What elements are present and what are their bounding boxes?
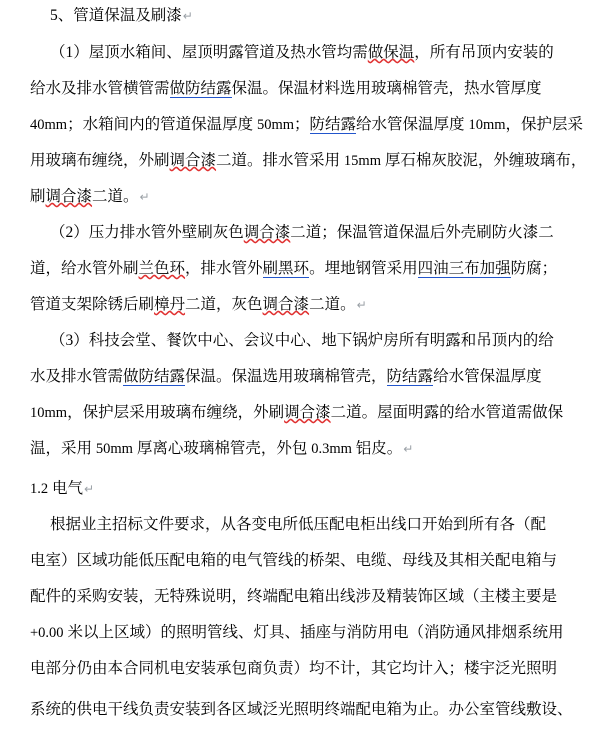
- text-run: 二道；保温管道保温后外壳刷防火漆二: [290, 224, 554, 241]
- section-heading-line: [0, 475, 603, 503]
- paragraph-line: [0, 583, 603, 611]
- paragraph-line: [0, 547, 603, 575]
- text-run: 二道。: [309, 296, 356, 313]
- paragraph-line: [0, 255, 603, 283]
- text-run: 5、管道保温及刷漆: [50, 7, 182, 24]
- blue-underlined-term: 四油三布加强: [417, 260, 511, 277]
- text-run: 温，采用: [30, 440, 96, 457]
- text-run: 刷: [30, 188, 46, 205]
- paragraph-line: [0, 363, 603, 391]
- text-run: ，所有吊顶内安装的: [414, 44, 554, 61]
- text-run: 铝皮。: [351, 440, 403, 457]
- line-content: [0, 219, 603, 247]
- text-run: 。埋地钢管采用: [309, 260, 418, 277]
- blue-underlined-term: 防结露: [386, 368, 434, 385]
- line-content: [0, 696, 603, 724]
- text-run: 给水管保温厚度: [356, 116, 469, 133]
- text-run: 管道支架除锈后刷: [30, 296, 155, 313]
- text-run: 二道，灰色: [185, 296, 263, 313]
- spellcheck-flagged-text: 樟丹: [154, 296, 186, 313]
- spellcheck-flagged-text: 调合漆: [169, 152, 217, 169]
- latin-numeric-run: +0.00: [30, 625, 64, 641]
- blue-underlined-term: 防结露: [309, 116, 357, 133]
- text-run: 给水及排水管横管需: [30, 80, 170, 97]
- text-run: 用玻璃布缠绕，外刷: [30, 152, 170, 169]
- line-content: [0, 435, 603, 463]
- section-heading-line: [0, 2, 603, 30]
- paragraph-line: [0, 111, 603, 139]
- latin-numeric-run: 1.2: [30, 481, 49, 497]
- line-content: [0, 255, 603, 283]
- text-run: 保温。保温材料选用玻璃棉管壳，热水管厚度: [231, 80, 542, 97]
- paragraph-mark-icon: ↵: [182, 9, 193, 23]
- text-run: 米以上区域）的照明管线、灯具、插座与消防用电（消防通风排烟系统用: [63, 624, 564, 641]
- line-content: [0, 399, 603, 427]
- paragraph-line: [0, 435, 603, 463]
- blue-underlined-term: 做防结露: [169, 80, 232, 97]
- paragraph-line: [0, 327, 603, 355]
- latin-numeric-run: 50mm: [256, 117, 295, 133]
- text-run: ；水箱间内的管道保温厚度: [67, 116, 257, 133]
- line-content: [0, 75, 603, 103]
- paragraph-line: [0, 183, 603, 211]
- blue-underlined-term: 刷黑环: [262, 260, 310, 277]
- latin-numeric-run: 50mm: [95, 441, 133, 457]
- line-content: [0, 583, 603, 611]
- line-content: [0, 111, 603, 139]
- text-run: 防腐；: [510, 260, 558, 277]
- spellcheck-flagged-text: 调合漆: [284, 404, 331, 421]
- text-run: 电气: [48, 480, 84, 497]
- text-run: 道，给水管外刷: [30, 260, 139, 277]
- spellcheck-flagged-text: 调合漆: [262, 296, 310, 313]
- paragraph-line: [0, 219, 603, 247]
- text-run: 二道。排水管采用: [216, 152, 344, 169]
- line-content: [0, 363, 603, 391]
- line-content: [0, 2, 603, 30]
- paragraph-mark-icon: ↵: [403, 442, 414, 456]
- text-run: 厚离心玻璃棉管壳，外包: [132, 440, 312, 457]
- line-content: [0, 547, 603, 575]
- text-run: 二道。屋面明露的给水管道需做保: [330, 404, 564, 421]
- text-run: 电部分仍由本合同机电安装承包商负责）均不计，其它均计入；楼宇泛光照明: [30, 660, 558, 677]
- paragraph-line: [0, 39, 603, 67]
- paragraph-line: [0, 399, 603, 427]
- text-run: 保温。保温选用玻璃棉管壳，: [185, 368, 387, 385]
- line-content: [0, 511, 603, 539]
- line-content: [0, 183, 603, 211]
- paragraph-mark-icon: ↵: [356, 298, 367, 312]
- latin-numeric-run: 0.3mm: [311, 441, 352, 457]
- text-run: ；: [294, 116, 310, 133]
- line-content: [0, 39, 603, 67]
- line-content: [0, 147, 603, 175]
- latin-numeric-run: 40mm: [30, 117, 68, 133]
- text-run: 给水管保温厚度: [433, 368, 542, 385]
- latin-numeric-run: 10mm: [30, 405, 68, 421]
- paragraph-line: [0, 655, 603, 683]
- text-run: ，保护层采用玻璃布缠绕，外刷: [67, 404, 285, 421]
- latin-numeric-run: 15mm: [343, 153, 381, 169]
- text-run: 电室）区域功能低压配电箱的电气管线的桥架、电缆、母线及其相关配电箱与: [30, 552, 558, 569]
- line-content: [0, 327, 603, 355]
- text-run: 配件的采购安装，无特殊说明，终端配电箱出线涉及精装饰区域（主楼主要是: [30, 588, 558, 605]
- spellcheck-flagged-text: 调合漆: [243, 224, 291, 241]
- text-run: 系统的供电干线负责安装到各区域泛光照明终端配电箱为止。办公室管线敷设、: [30, 701, 573, 718]
- paragraph-line: [0, 291, 603, 319]
- text-run: （2）压力排水管外壁刷灰色: [50, 224, 244, 241]
- text-run: 根据业主招标文件要求，从各变电所低压配电柜出线口开始到所有各（配: [50, 516, 547, 533]
- text-run: ，排水管外: [185, 260, 263, 277]
- latin-numeric-run: 10mm: [468, 117, 506, 133]
- line-content: [0, 291, 603, 319]
- spellcheck-flagged-text: 做保温: [367, 44, 415, 61]
- text-run: ，保护层采: [505, 116, 584, 133]
- paragraph-line: [0, 511, 603, 539]
- paragraph-mark-icon: ↵: [84, 482, 95, 496]
- text-run: 厚石棉灰胶泥，外缠玻璃布，: [380, 152, 587, 169]
- spellcheck-flagged-text: 兰色环: [138, 260, 186, 277]
- line-content: [0, 655, 603, 683]
- text-run: 二道。: [92, 188, 139, 205]
- line-content: [0, 475, 603, 503]
- text-run: （1）屋顶水箱间、屋顶明露管道及热水管均需: [50, 44, 368, 61]
- paragraph-line: [0, 147, 603, 175]
- paragraph-line: [0, 696, 603, 724]
- paragraph-line: [0, 619, 603, 647]
- text-run: 水及排水管需: [30, 368, 124, 385]
- text-run: （3）科技会堂、餐饮中心、会议中心、地下锅炉房所有明露和吊顶内的给: [50, 332, 554, 349]
- paragraph-line: [0, 75, 603, 103]
- spellcheck-flagged-text: 调合漆: [45, 188, 93, 205]
- line-content: [0, 619, 603, 647]
- blue-underlined-term: 做防结露: [123, 368, 186, 385]
- paragraph-mark-icon: ↵: [139, 190, 150, 204]
